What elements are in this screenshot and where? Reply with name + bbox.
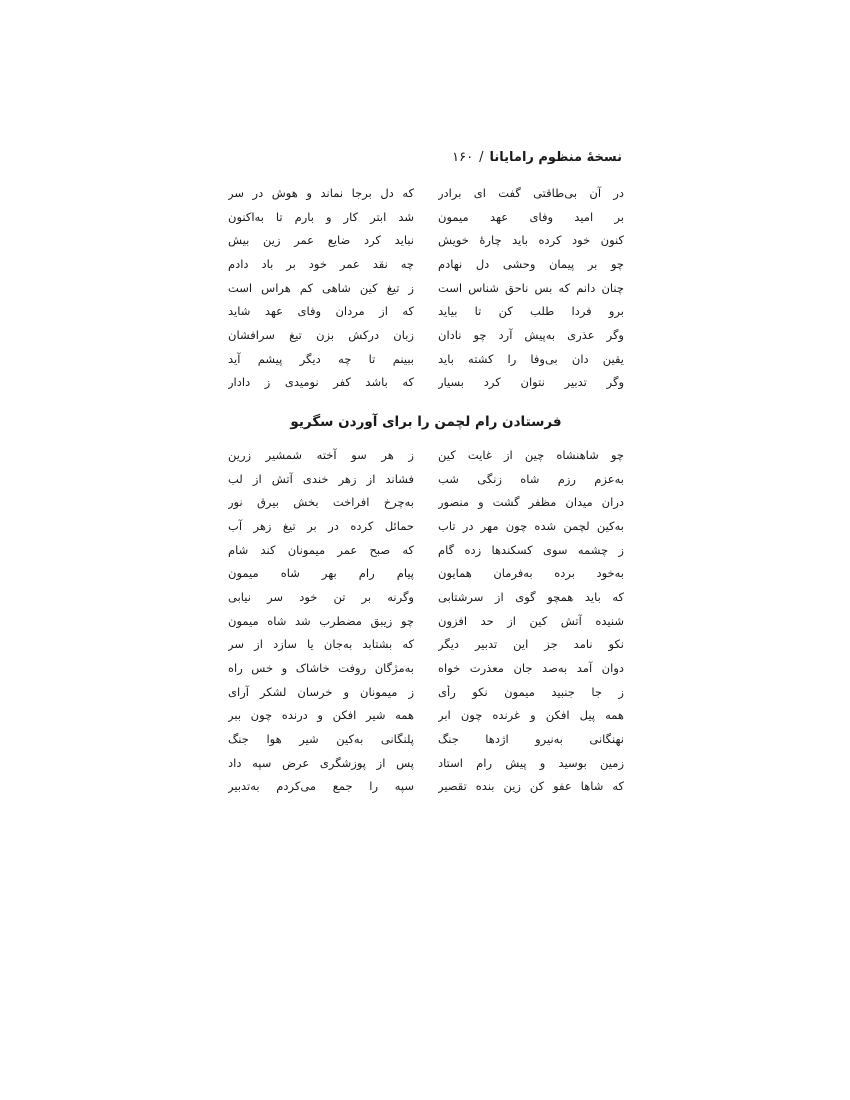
verse-row — [228, 514, 624, 538]
verse-row — [228, 538, 624, 562]
hemistich-first: کنون خود کرده باید چارهٔ خویش — [438, 233, 624, 248]
verse-row — [228, 205, 624, 229]
verse-row — [228, 585, 624, 609]
hemistich-second: سپه را جمع می‌کردم به‌تدبیر — [228, 779, 414, 794]
hemistich-second: شد ابتر کار و بارم تا به‌اکنون — [228, 209, 414, 224]
verse-row — [228, 347, 624, 371]
verse-row — [228, 467, 624, 491]
section-title: فرستادن رام لچمن را برای آوردن سگریو — [290, 414, 562, 430]
hemistich-second: ببینم تا چه دیگر پیشم آید — [228, 351, 414, 366]
verse-row — [228, 490, 624, 514]
hemistich-second: ز هر سو آخته شمشیر زرین — [228, 447, 414, 462]
hemistich-second: همه شیر افکن و درنده چون ببر — [228, 708, 414, 723]
hemistich-second: به‌چرخ افراخت بخش بیرق نور — [228, 495, 414, 510]
hemistich-first: زمین بوسید و پیش رام استاد — [438, 755, 624, 770]
verse-row — [228, 276, 624, 300]
hemistich-first: که باید همچو گوی از سرشتابی — [438, 589, 624, 604]
running-header — [452, 150, 622, 165]
verse-row — [228, 323, 624, 347]
hemistich-second: که صبح عمر میمونان کند شام — [228, 542, 414, 557]
hemistich-second: چو زیبق مضطرب شد شاه میمون — [228, 613, 414, 628]
hemistich-second: حمائل کرده در بر تیغ زهر آب — [228, 518, 414, 533]
hemistich-first: نکو نامد جز این تدبیر دیگر — [438, 637, 624, 652]
hemistich-first: همه پیل افکن و غرنده چون ابر — [438, 708, 624, 723]
hemistich-first: در آن بی‌طاقتی گفت ای برادر — [438, 185, 624, 200]
hemistich-second: ز تیغ کین شاهی کم هراس است — [228, 280, 414, 295]
hemistich-second: که بشتابد به‌جان یا سازد از سر — [228, 637, 414, 652]
verse-row — [228, 299, 624, 323]
verse-row — [228, 561, 624, 585]
hemistich-first: شنیده آتش کین از حد افزون — [438, 613, 624, 628]
hemistich-first: به‌کین لچمن شده چون مهر در تاب — [438, 518, 624, 533]
hemistich-first: وگر عذری به‌پیش آرد چو نادان — [438, 327, 624, 342]
verse-row — [228, 656, 624, 680]
hemistich-first: دران میدان مظفر گشت و منصور — [438, 495, 624, 510]
verse-row — [228, 228, 624, 252]
verse-row — [228, 751, 624, 775]
hemistich-second: ز میمونان و خرسان لشکر آرای — [228, 684, 414, 699]
hemistich-second: وگرنه بر تن خود سر نیابی — [228, 589, 414, 604]
poem-section-2 — [228, 443, 624, 798]
hemistich-second: به‌مژگان روفت خاشاک و خس راه — [228, 661, 414, 676]
hemistich-second: فشاند از زهر خندی آتش از لب — [228, 471, 414, 486]
hemistich-second: زبان درکش بزن تیغ سرافشان — [228, 327, 414, 342]
verse-row — [228, 181, 624, 205]
hemistich-first: ز جا جنبید میمون نکو رأی — [438, 684, 624, 699]
hemistich-first: چنان دانم که بس ناحق شناس است — [438, 280, 624, 295]
verse-row — [228, 680, 624, 704]
header-separator: / — [479, 150, 484, 165]
hemistich-second: که از مردان وفای عهد شاید — [228, 304, 414, 319]
hemistich-second: پیام رام بهر شاه میمون — [228, 566, 414, 581]
hemistich-first: نهنگانی به‌نیرو اژدها جنگ — [438, 732, 624, 747]
book-title: نسخهٔ منظوم رامایانا — [489, 150, 622, 165]
hemistich-first: چو شاهنشاه چین از غایت کین — [438, 447, 624, 462]
hemistich-first: برو فردا طلب کن تا بیاید — [438, 304, 624, 319]
hemistich-first: ز چشمه سوی کسکندها زده گام — [438, 542, 624, 557]
verse-row — [228, 727, 624, 751]
hemistich-first: به‌خود برده به‌فرمان همایون — [438, 566, 624, 581]
hemistich-second: نباید کرد ضایع عمر زین بیش — [228, 233, 414, 248]
verse-row — [228, 252, 624, 276]
poem-section-1 — [228, 181, 624, 394]
hemistich-second: پلنگانی به‌کین شیر هوا جنگ — [228, 732, 414, 747]
verse-row — [228, 371, 624, 395]
hemistich-second: پس از پوزشگری عرض سپه داد — [228, 755, 414, 770]
hemistich-first: چو بر پیمان وحشی دل نهادم — [438, 256, 624, 271]
hemistich-first: به‌عزم رزم شاه زنگی شب — [438, 471, 624, 486]
page-number: ۱۶۰ — [452, 150, 474, 165]
hemistich-second: که دل برجا نماند و هوش در سر — [228, 185, 414, 200]
verse-row — [228, 775, 624, 799]
hemistich-first: که شاها عفو کن زین بنده تقصیر — [438, 779, 624, 794]
hemistich-first: یقین دان بی‌وفا را کشته باید — [438, 351, 624, 366]
verse-row — [228, 443, 624, 467]
hemistich-second: چه نقد عمر خود بر باد دادم — [228, 256, 414, 271]
verse-row — [228, 609, 624, 633]
verse-row — [228, 633, 624, 657]
verse-row — [228, 704, 624, 728]
hemistich-second: که باشد کفر نومیدی ز دادار — [228, 375, 414, 390]
hemistich-first: بر امید وفای عهد میمون — [438, 209, 624, 224]
hemistich-first: وگر تدبیر نتوان کرد بسیار — [438, 375, 624, 390]
hemistich-first: دوان آمد به‌صد جان معذرت خواه — [438, 661, 624, 676]
